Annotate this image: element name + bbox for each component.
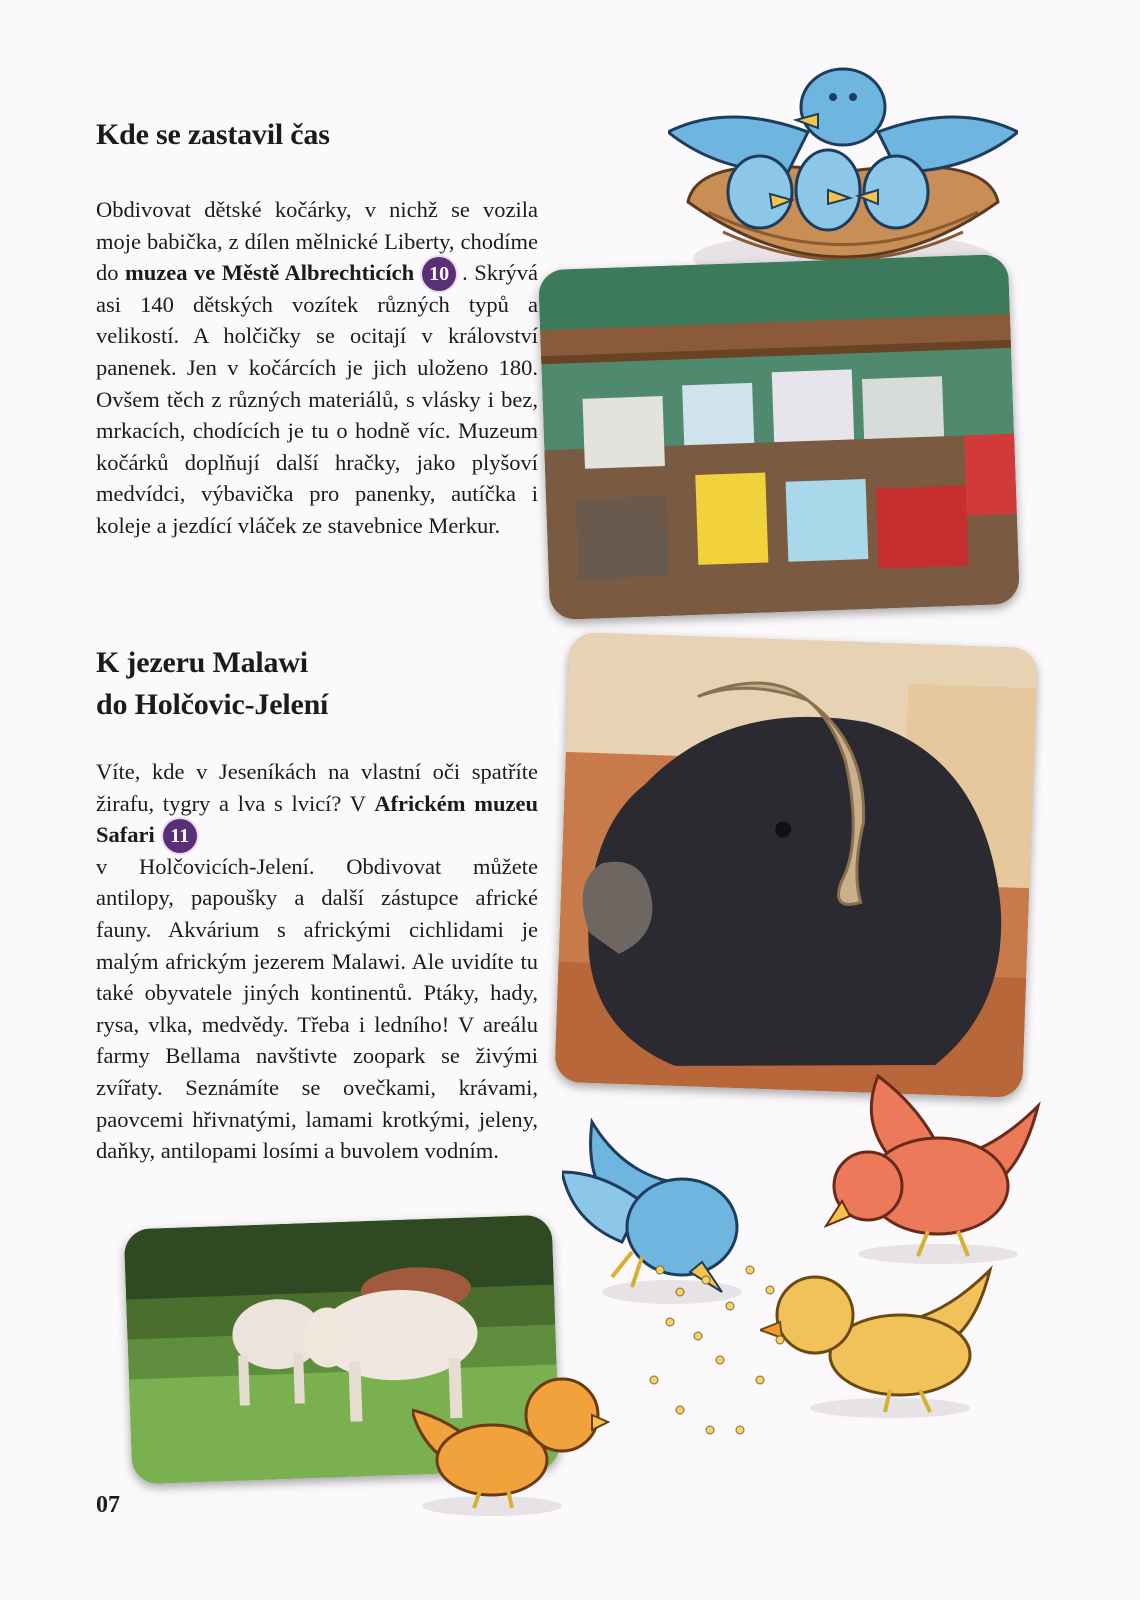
section-2-text-end: v Holčovicích-Jelení. Obdivovat můžete antilopy, papoušky a další zástupce africké fauny. Akvárium s africkými cichlidami je malým africkým jezerem Malawi. Ale uvidíte tu také obyvatele jiných kontinentů. Ptáky, hady, rysa, vlka, medvědy. Třeba i ledního! V areálu farmy Bellama navštivte zoopark se živými zvířaty. Seznámíte se ovečkami, krávami, paovcemi hřivnatými, lamami krotkými, jeleny, daňky, antilopami losími a buvolem vodním. — [96, 853, 538, 1164]
musk-ox-photo — [554, 632, 1037, 1098]
location-badge-11: 11 — [163, 819, 197, 853]
location-badge-10: 10 — [422, 257, 456, 291]
section-2-text-start: Víte, kde v Jeseníkách na vlastní oči spatříte žirafu, tygry a lva s lvicí? V — [96, 759, 538, 816]
orange-bird-icon — [412, 1370, 612, 1520]
section-title-2-line-2: do Holčovic-Jelení — [96, 688, 329, 721]
pram-museum-photo — [538, 254, 1020, 620]
seeds-decoration — [640, 1230, 800, 1470]
section-1-text-end: . Skrývá asi 140 dětských vozítek různých typů a velikostí. A holčičky se ocitají v království panenek. Jen v kočárcích je jich uloženo 180. Ovšem těch z různých materiálů, s vlásky i bez, mrkacích, chodících je tu o hodně víc. Muzeum kočárků doplňují další hračky, jako plyšoví medvídci, výbavička pro panenky, autíčka i koleje a jezdící vláček ze stavebnice Merkur. — [96, 260, 539, 538]
section-title-2 — [96, 642, 328, 726]
section-1-museum-name: muzea ve Městě Albrechticích — [125, 260, 415, 286]
section-title-1: Kde se zastavil čas — [96, 118, 330, 151]
section-title-2-line-1: K jezeru Malawi — [96, 646, 308, 679]
section-1-text-start: Obdivovat dětské kočárky, v nichž se vozila moje babička, z dílen mělnické Liberty, chodíme do — [96, 197, 538, 286]
red-bird-icon — [818, 1066, 1044, 1266]
section-2-museum-name: Africkém muzeu Safari — [96, 790, 538, 848]
page-number: 07 — [96, 1492, 120, 1518]
section-text-1 — [96, 194, 538, 542]
section-text-2 — [96, 756, 538, 1167]
